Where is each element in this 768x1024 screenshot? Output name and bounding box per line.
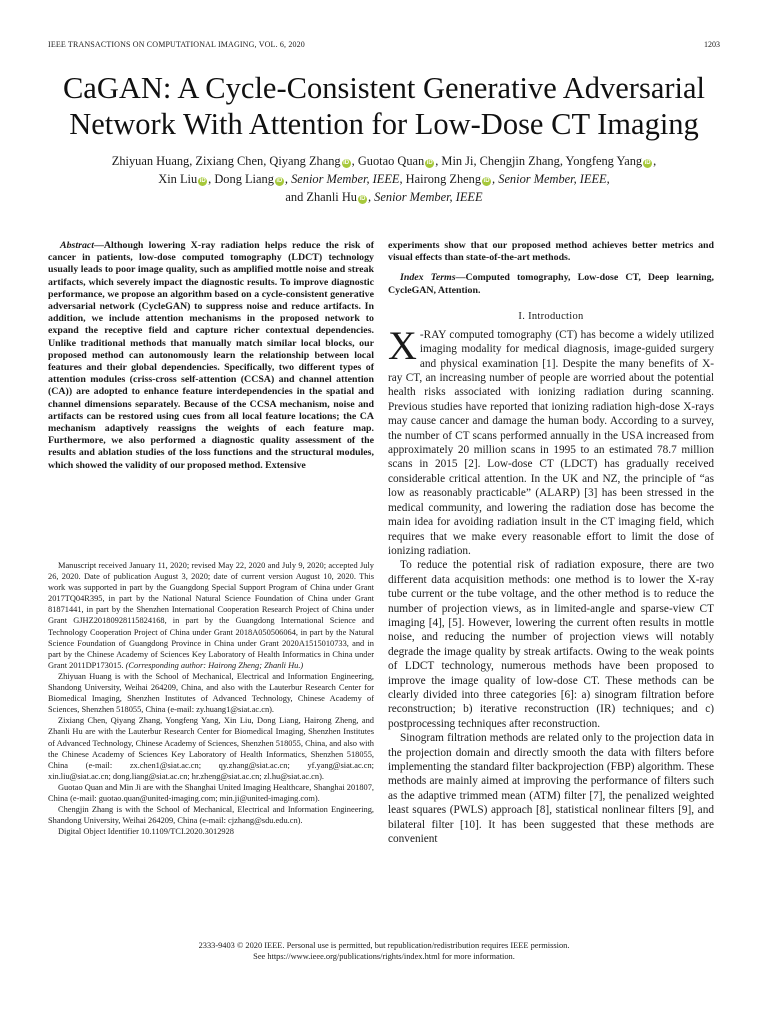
abstract-continuation: experiments show that our proposed method achieves better metrics and visual effects than state-of-the-art methods. (388, 240, 714, 264)
footnote-text: Manuscript received January 11, 2020; revised May 22, 2020 and July 9, 2020; accepted July 26, 2020. Date of publication August 3, 2020; date of current version August 10, 2020. This work was supported in part by the Guangdong Special Support Program of China under Grant 2017TQ04R395, in part by the National Natural Science Foundation of China under Grant 81871441, in part by the Shenzhen International Cooperation Research Project of China under Grant GJHZ20180928115824168, in part by the Guangdong International Science and Technology Cooperation Project of China under Grant 2018A050506064, in part by the Natural Science Foundation of Guangdong Province in China under Grant 2020A1515010733, and in part by the Chinese Academy of Sciences Key Laboratory of Health Informatics in China under Grant 2011DP173015. (48, 561, 374, 670)
footnote-affiliation: Zixiang Chen, Qiyang Zhang, Yongfeng Yang, Xin Liu, Dong Liang, Hairong Zheng, and Zhanli Hu are with the Lauterbur Research Center for Biomedical Imaging, Shenzhen Institutes of Advanced Technology, Chinese Academy of Sciences, Shenzhen 518055, China, and also with the Chinese Academy of Sciences Key Laboratory of Health Informatics, Shenzhen 518055, China (e-mail: zx.chen1@siat.ac.cn; qy.zhang@siat.ac.cn; yf.yang@siat.ac.cn; xin.liu@siat.ac.cn; dong.liang@siat.ac.cn; hr.zheng@siat.ac.cn; zl.hu@siat.ac.cn). (48, 716, 374, 781)
paragraph-text: -RAY computed tomography (CT) has become a widely utilized imaging modality for medical diagnosis, image-guided surgery and physical examination [1]. Despite the many benefits of X-ray CT, an increasing number of people are worried about the potential health risks associated with ionizing radiation during scanning. Previous studies have reported that ionizing radiation high-dose X-rays may cause cancer and damage the human body. According to a survey, the number of CT scans performed annually in the USA increased from approximately 20 million scans in 1995 to an estimated 78.7 million scans in 2015 [2]. Low-dose CT (LDCT) has gradually received considerable critical attention. In the UK and NZ, the principle of “as low as reasonably practicable” (ALARP) [3] has been stressed in the medical community, and lowering the radiation dose has become the main idea for avoiding radiation insult in the CT imaging field, which requires that we make every reasonable effort to limit the dose of ionizing radiation. (388, 328, 714, 557)
intro-paragraph (388, 322, 714, 559)
title-line-2: Network With Attention for Low-Dose CT Imaging (69, 107, 699, 141)
author-text: , Dong Liang (208, 172, 274, 186)
author-text: Zhiyuan Huang, Zixiang Chen, Qiyang Zhang (111, 154, 341, 168)
author-membership: , Senior Member, IEEE (367, 190, 483, 204)
orcid-icon[interactable]: iD (343, 160, 350, 166)
author-line-3 (30, 188, 738, 206)
orcid-icon[interactable]: iD (199, 178, 206, 184)
author-text: , Min Ji, Chengjin Zhang, Yongfeng Yang (435, 154, 643, 168)
author-text: Xin Liu (158, 172, 198, 186)
abstract-text: —Although lowering X-ray radiation helps reduce the risk of cancer in patients, low-dose computed tomography (LDCT) technology usually leads to poor image quality, such as amplified mottle noise and streak artifacts, which severely impact the diagnostic results. To improve diagnostic performance, we propose an algorithm based on a cycle-consistent generative adversarial network (CycleGAN) to suppress noise and reduce artifacts. In addition, we include attention mechanisms in the proposed network to expand the receptive field and capture richer contextual dependencies. Unlike traditional methods that manually match similar local blocks, our proposed method can autonomously learn the relationship between local features and their global dependencies. Specifically, two different types of attention modules (criss-cross self-attention (CCSA) and channel attention (CA)) are adopted to enhance feature interdependencies in the spatial and channel dimensions separately. Because of the CCSA mechanism, noise and artifacts can be restored using cues from all local feature locations; the CA mechanism adaptively reassigns the weights of each feature map. Furthermore, we also performed a diagnostic quality assessment of the results and ablation studies of the loss functions and the structural modules, which showed the validity of our proposed method. Extensive (48, 240, 374, 471)
footnote-affiliation: Chengjin Zhang is with the School of Mechanical, Electrical and Information Engineering, Shandong University, Weihai 264209, China (e-mail: cjzhang@sdu.edu.cn). (48, 805, 374, 826)
author-text: , Hairong Zheng (399, 172, 482, 186)
right-column (388, 240, 714, 846)
left-column (48, 240, 374, 472)
footnote-manuscript (48, 560, 374, 671)
footnote-affiliation: Zhiyuan Huang is with the School of Mechanical, Electrical and Information Engineering, Shandong University, Weihai 264209, China, and also with the Lauterbur Research Center for Biomedical Imaging, Shenzhen Institutes of Advanced Technology, Chinese Academy of Sciences, Shenzhen 518055, China (e-mail: zy.huang1@siat.ac.cn). (48, 671, 374, 715)
author-text: , Guotao Quan (351, 154, 425, 168)
index-terms-label: Index Terms (400, 272, 456, 284)
orcid-icon[interactable]: iD (644, 160, 651, 166)
corresponding-author: (Corresponding author: Hairong Zheng; Zhanli Hu.) (125, 660, 304, 670)
title-line-1: CaGAN: A Cycle-Consistent Generative Adversarial (62, 71, 706, 105)
copyright-line: 2333-9403 © 2020 IEEE. Personal use is permitted, but republication/redistribution requires IEEE permission. (198, 941, 570, 950)
orcid-icon[interactable]: iD (426, 160, 433, 166)
abstract (48, 240, 374, 472)
section-heading: I. Introduction (518, 310, 584, 322)
doi[interactable]: Digital Object Identifier 10.1109/TCI.2020.3012928 (58, 827, 234, 837)
author-membership: , Senior Member, IEEE, (492, 172, 610, 186)
index-terms (388, 272, 714, 296)
rights-link[interactable]: See https://www.ieee.org/publications/rights/index.html for more information. (253, 952, 515, 961)
orcid-icon[interactable]: iD (483, 178, 490, 184)
copyright-footer (40, 940, 728, 962)
orcid-icon[interactable]: iD (359, 196, 366, 202)
footnotes (48, 560, 374, 837)
page-number: 1203 (704, 40, 720, 49)
paper-title (30, 70, 738, 142)
abstract-label: Abstract (60, 240, 95, 251)
index-terms-text: —Computed tomography, Low-dose CT, Deep learning, CycleGAN, Attention. (388, 272, 714, 296)
intro-paragraph: Sinogram filtration methods are related only to the projection data in the projection domain and directly smooth the data with filters before implementing the standard filter backprojection (FBP) algorithm. These methods are mainly aimed at improving the performance of filters such as the adaptive trimmed mean (ATM) filter [7], the penalized weighted least squares (PWLS) approach [8], statistical nonlinear filters [9], and bilateral filter [10]. It has been suggested that these methods are convenient (388, 732, 714, 846)
intro-paragraph: To reduce the potential risk of radiation exposure, there are two different data acquisition methods: one method is to lower the X-ray tube current or the tube voltage, and the other method is to reduce the number of projection views, as in limited-angle and sparse-view CT imaging [4], [5]. However, lowering the current often results in mottle noise, and reducing the number of projection views will notably degrade the image quality by streak artifacts. Owing to the weak points of LDCT technology, numerous methods have been proposed to improve the image quality of low-dose CT. These methods can be clearly divided into three categories [6]: a) sinogram filtration before reconstruction; b) iterative reconstruction (IR) techniques; and c) postprocessing techniques after reconstruction. (388, 559, 714, 730)
author-text: , (653, 154, 657, 168)
author-membership: , Senior Member, IEEE (284, 172, 400, 186)
orcid-icon[interactable]: iD (276, 178, 283, 184)
running-header-journal: IEEE TRANSACTIONS ON COMPUTATIONAL IMAGING, VOL. 6, 2020 (48, 40, 305, 49)
footnote-affiliation: Guotao Quan and Min Ji are with the Shanghai United Imaging Healthcare, Shanghai 201807, China (e-mail: guotao.quan@united-imaging.com; min.ji@united-imaging.com). (48, 782, 374, 803)
author-list (30, 152, 738, 206)
drop-cap: X (388, 322, 417, 368)
author-text: and Zhanli Hu (285, 190, 357, 204)
author-line-1 (30, 152, 738, 170)
author-line-2 (30, 170, 738, 188)
